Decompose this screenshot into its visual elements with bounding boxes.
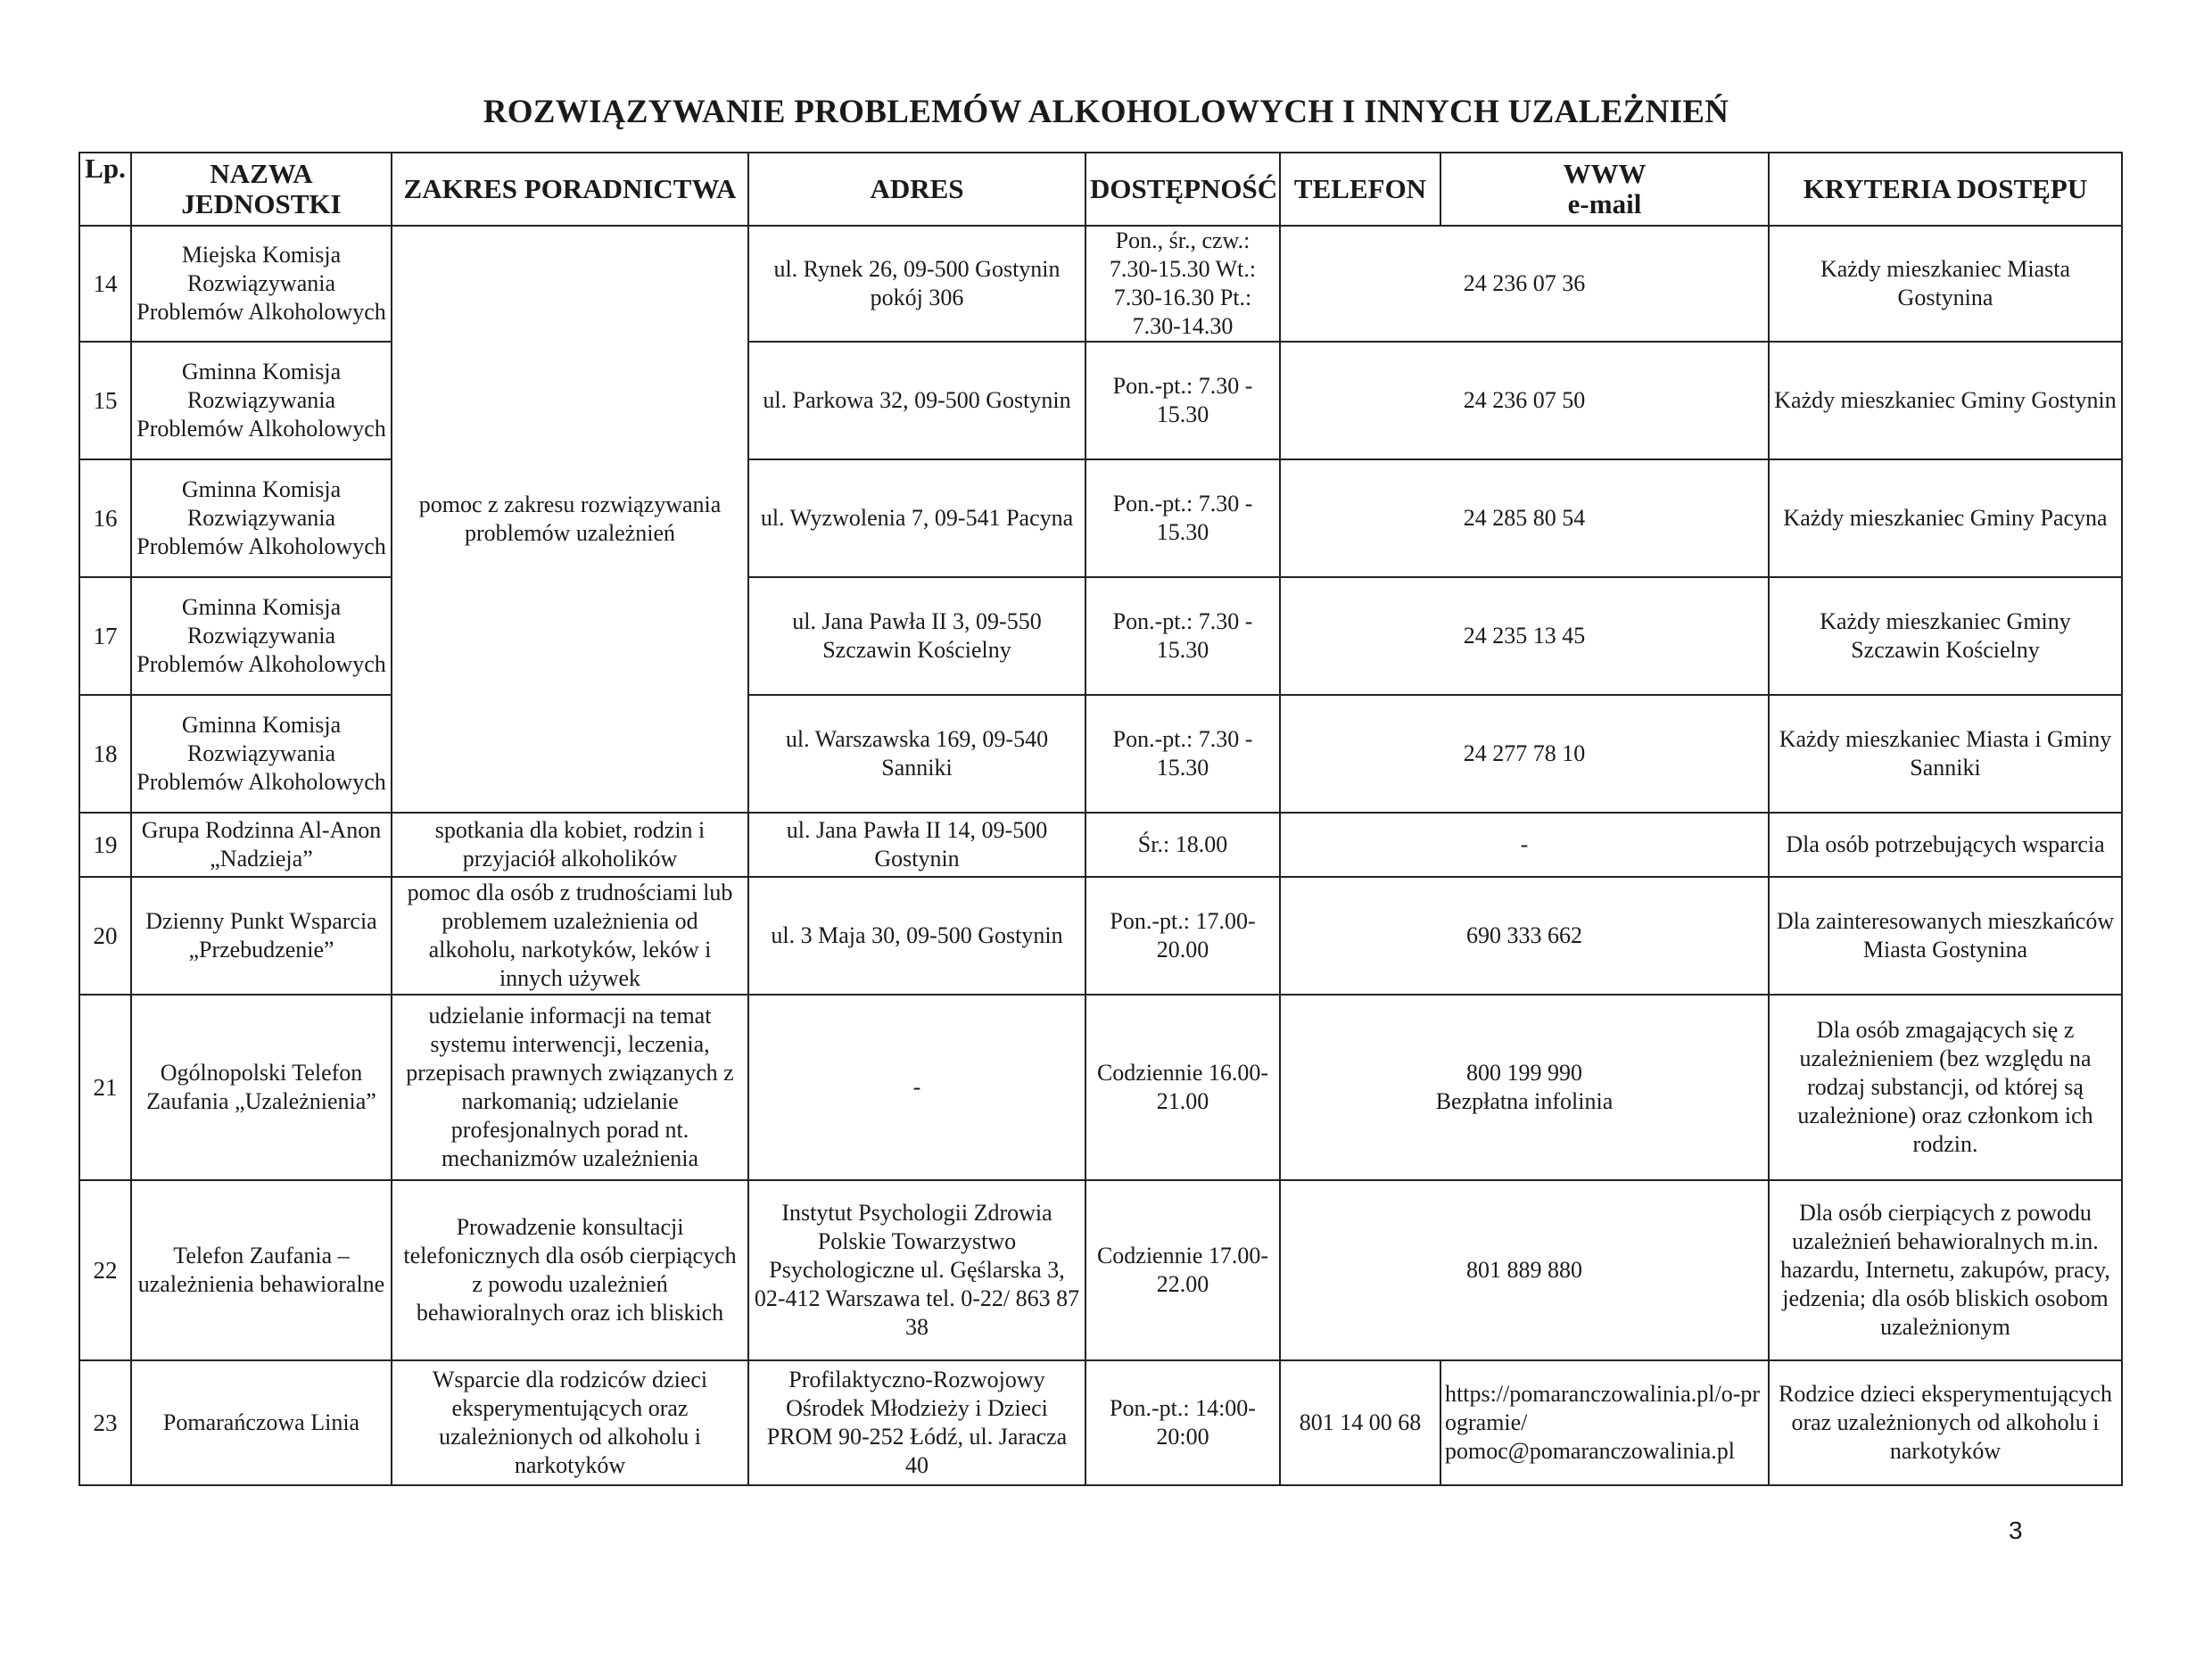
header-www-line2: e-mail — [1567, 188, 1642, 219]
table-row — [79, 577, 2122, 695]
cell-zakres: pomoc dla osób z trudnościami lub problemem uzależnienia od alkoholu, narkotyków, leków i innych używek — [392, 877, 748, 995]
cell-adres: Profilaktyczno-Rozwojowy Ośrodek Młodzieży i Dzieci PROM 90-252 Łódź, ul. Jaracza 40 — [748, 1360, 1085, 1485]
cell-www — [1440, 1360, 1769, 1485]
cell-dostepnosc: Codziennie 16.00-21.00 — [1085, 995, 1280, 1180]
cell-lp: 18 — [79, 695, 131, 813]
cell-lp: 21 — [79, 995, 131, 1180]
cell-telefon: 24 277 78 10 — [1280, 695, 1769, 813]
cell-lp: 19 — [79, 813, 131, 877]
cell-kryteria: Dla zainteresowanych mieszkańców Miasta Gostynina — [1769, 877, 2122, 995]
cell-lp: 16 — [79, 459, 131, 577]
document-title: ROZWIĄZYWANIE PROBLEMÓW ALKOHOLOWYCH I INNYCH UZALEŻNIEŃ — [483, 94, 1729, 130]
cell-lp: 20 — [79, 877, 131, 995]
cell-dostepnosc: Pon.-pt.: 17.00-20.00 — [1085, 877, 1280, 995]
cell-zakres: Prowadzenie konsultacji telefonicznych dla osób cierpiących z powodu uzależnień behawioralnych oraz ich bliskich — [392, 1180, 748, 1360]
cell-dostepnosc: Codziennie 17.00-22.00 — [1085, 1180, 1280, 1360]
cell-dostepnosc: Pon.-pt.: 7.30 - 15.30 — [1085, 577, 1280, 695]
table-row — [79, 1360, 2122, 1485]
cell-adres: ul. Jana Pawła II 3, 09-550 Szczawin Kościelny — [748, 577, 1085, 695]
cell-kryteria: Każdy mieszkaniec Gminy Pacyna — [1769, 459, 2122, 577]
cell-telefon: 690 333 662 — [1280, 877, 1769, 995]
header-adres: ADRES — [748, 153, 1085, 226]
cell-telefon: 801 14 00 68 — [1280, 1360, 1440, 1485]
cell-lp: 14 — [79, 226, 131, 342]
cell-kryteria: Dla osób potrzebujących wsparcia — [1769, 813, 2122, 877]
cell-dostepnosc: Pon.-pt.: 7.30 - 15.30 — [1085, 342, 1280, 459]
header-nazwa — [131, 153, 392, 226]
header-lp: Lp. — [79, 153, 131, 226]
www-link[interactable]: https://pomaranczowalinia.pl/o-programie/ — [1445, 1381, 1761, 1435]
cell-telefon: 801 889 880 — [1280, 1180, 1769, 1360]
header-kryteria: KRYTERIA DOSTĘPU — [1769, 153, 2122, 226]
cell-kryteria: Każdy mieszkaniec Miasta i Gminy Sanniki — [1769, 695, 2122, 813]
cell-nazwa: Gminna Komisja Rozwiązywania Problemów Alkoholowych — [131, 459, 392, 577]
cell-telefon — [1280, 995, 1769, 1180]
cell-lp: 22 — [79, 1180, 131, 1360]
email-link[interactable]: pomoc@pomaranczowalinia.pl — [1445, 1438, 1735, 1464]
cell-telefon: - — [1280, 813, 1769, 877]
cell-dostepnosc: Pon.-pt.: 14:00-20:00 — [1085, 1360, 1280, 1485]
cell-dostepnosc: Pon.-pt.: 7.30 - 15.30 — [1085, 459, 1280, 577]
cell-lp: 17 — [79, 577, 131, 695]
telefon-number: 800 199 990 — [1466, 1060, 1582, 1086]
services-table — [78, 152, 2123, 1486]
cell-adres: ul. Wyzwolenia 7, 09-541 Pacyna — [748, 459, 1085, 577]
header-nazwa-line1: NAZWA — [210, 158, 313, 189]
header-telefon: TELEFON — [1280, 153, 1440, 226]
table-row — [79, 459, 2122, 577]
cell-dostepnosc: Śr.: 18.00 — [1085, 813, 1280, 877]
table-row — [79, 1180, 2122, 1360]
cell-zakres: spotkania dla kobiet, rodzin i przyjaciół alkoholików — [392, 813, 748, 877]
cell-kryteria: Każdy mieszkaniec Miasta Gostynina — [1769, 226, 2122, 342]
cell-kryteria: Dla osób zmagających się z uzależnieniem (bez względu na rodzaj substancji, od której są uzależnione) oraz członkom ich rodzin. — [1769, 995, 2122, 1180]
table-row — [79, 695, 2122, 813]
cell-nazwa: Gminna Komisja Rozwiązywania Problemów Alkoholowych — [131, 342, 392, 459]
cell-nazwa: Gminna Komisja Rozwiązywania Problemów Alkoholowych — [131, 577, 392, 695]
cell-kryteria: Dla osób cierpiących z powodu uzależnień behawioralnych m.in. hazardu, Internetu, zakupów, pracy, jedzenia; dla osób bliskich osobom uzależnionym — [1769, 1180, 2122, 1360]
cell-dostepnosc: Pon.-pt.: 7.30 - 15.30 — [1085, 695, 1280, 813]
cell-kryteria: Rodzice dzieci eksperymentujących oraz uzależnionych od alkoholu i narkotyków — [1769, 1360, 2122, 1485]
cell-lp: 15 — [79, 342, 131, 459]
header-www — [1440, 153, 1769, 226]
header-nazwa-line2: JEDNOSTKI — [181, 188, 342, 219]
header-dostepnosc: DOSTĘPNOŚĆ — [1085, 153, 1280, 226]
header-www-line1: WWW — [1563, 158, 1647, 189]
table-row — [79, 877, 2122, 995]
cell-zakres: Wsparcie dla rodziców dzieci eksperymentujących oraz uzależnionych od alkoholu i narkotyków — [392, 1360, 748, 1485]
cell-adres: ul. Jana Pawła II 14, 09-500 Gostynin — [748, 813, 1085, 877]
header-row — [79, 153, 2122, 226]
cell-telefon: 24 236 07 36 — [1280, 226, 1769, 342]
cell-kryteria: Każdy mieszkaniec Gminy Gostynin — [1769, 342, 2122, 459]
cell-telefon: 24 236 07 50 — [1280, 342, 1769, 459]
table-row — [79, 226, 2122, 342]
cell-telefon: 24 235 13 45 — [1280, 577, 1769, 695]
cell-zakres: udzielanie informacji na temat systemu interwencji, leczenia, przepisach prawnych związanych z narkomanią; udzielanie profesjonalnych porad nt. mechanizmów uzależnienia — [392, 995, 748, 1180]
cell-nazwa: Telefon Zaufania – uzależnienia behawioralne — [131, 1180, 392, 1360]
cell-zakres-shared: pomoc z zakresu rozwiązywania problemów uzależnień — [392, 226, 748, 813]
table-row — [79, 995, 2122, 1180]
cell-nazwa: Miejska Komisja Rozwiązywania Problemów Alkoholowych — [131, 226, 392, 342]
header-zakres: ZAKRES PORADNICTWA — [392, 153, 748, 226]
cell-adres: ul. 3 Maja 30, 09-500 Gostynin — [748, 877, 1085, 995]
cell-nazwa: Dzienny Punkt Wsparcia „Przebudzenie” — [131, 877, 392, 995]
cell-kryteria: Każdy mieszkaniec Gminy Szczawin Kościelny — [1769, 577, 2122, 695]
cell-lp: 23 — [79, 1360, 131, 1485]
telefon-note: Bezpłatna infolinia — [1435, 1088, 1614, 1114]
cell-adres: ul. Warszawska 169, 09-540 Sanniki — [748, 695, 1085, 813]
cell-nazwa: Ogólnopolski Telefon Zaufania „Uzależnienia” — [131, 995, 392, 1180]
cell-adres: ul. Rynek 26, 09-500 Gostynin pokój 306 — [748, 226, 1085, 342]
cell-adres: Instytut Psychologii Zdrowia Polskie Towarzystwo Psychologiczne ul. Gęślarska 3, 02-412 Warszawa tel. 0-22/ 863 87 38 — [748, 1180, 1085, 1360]
cell-nazwa: Grupa Rodzinna Al-Anon „Nadzieja” — [131, 813, 392, 877]
table-row — [79, 813, 2122, 877]
cell-adres: ul. Parkowa 32, 09-500 Gostynin — [748, 342, 1085, 459]
cell-adres: - — [748, 995, 1085, 1180]
cell-nazwa: Gminna Komisja Rozwiązywania Problemów Alkoholowych — [131, 695, 392, 813]
cell-telefon: 24 285 80 54 — [1280, 459, 1769, 577]
page-number: 3 — [2009, 1516, 2023, 1544]
cell-nazwa: Pomarańczowa Linia — [131, 1360, 392, 1485]
table-row — [79, 342, 2122, 459]
cell-dostepnosc: Pon., śr., czw.: 7.30-15.30 Wt.: 7.30-16.30 Pt.: 7.30-14.30 — [1085, 226, 1280, 342]
